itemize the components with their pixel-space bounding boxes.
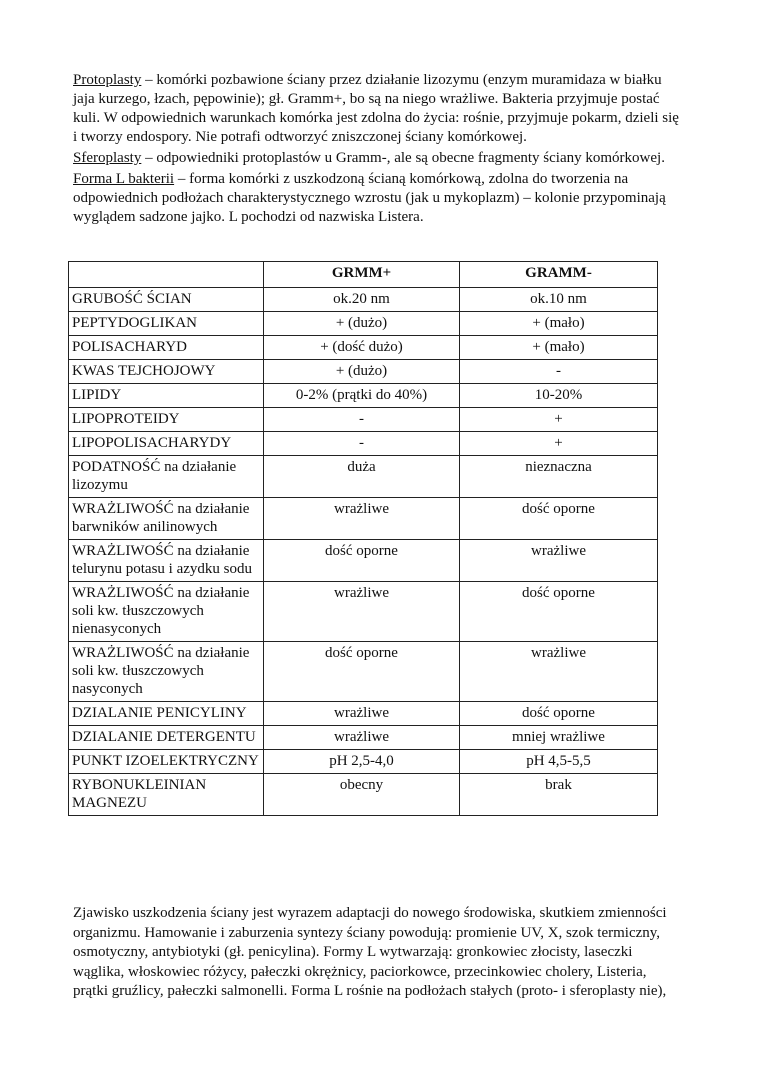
term-sferoplasty: Sferoplasty xyxy=(73,150,142,166)
table-row xyxy=(69,774,658,816)
cell-gram-negative: dość oporne xyxy=(460,582,658,642)
table-body xyxy=(69,288,658,816)
cell-gram-positive: pH 2,5-4,0 xyxy=(264,750,460,774)
header-empty xyxy=(69,262,264,288)
cell-gram-positive: + (dużo) xyxy=(264,312,460,336)
paragraph-protoplasty xyxy=(73,71,685,147)
cell-gram-negative: - xyxy=(460,360,658,384)
paragraph-sferoplasty xyxy=(73,149,685,168)
cell-gram-negative: nieznaczna xyxy=(460,456,658,498)
cell-gram-positive: wrażliwe xyxy=(264,702,460,726)
table-row xyxy=(69,582,658,642)
table-row xyxy=(69,498,658,540)
definition-sferoplasty: – odpowiedniki protoplastów u Gramm-, ale są obecne fragmenty ściany komórkowej. xyxy=(141,150,665,166)
cell-gram-positive: wrażliwe xyxy=(264,498,460,540)
cell-gram-positive: ok.20 nm xyxy=(264,288,460,312)
row-property: PODATNOŚĆ na działanie lizozymu xyxy=(69,456,264,498)
term-protoplasty: Protoplasty xyxy=(73,72,142,88)
table-row xyxy=(69,456,658,498)
definition-protoplasty: – komórki pozbawione ściany przez działanie lizozymu (enzym muramidaza w białku jaja kurzego, łzach, pępowinie); gł. Gramm+, bo są na niego wrażliwe. Bakteria przyjmuje postać kuli. W odpowiednich warunkach komórka jest zdolna do życia: rośnie, przyjmuje pokarm, dzieli się i tworzy endospory. Nie potrafi odtworzyć zniszczonej ściany komórkowej. xyxy=(73,72,679,145)
table-row xyxy=(69,336,658,360)
cell-gram-negative: + xyxy=(460,432,658,456)
cell-gram-negative: wrażliwe xyxy=(460,540,658,582)
cell-gram-positive: duża xyxy=(264,456,460,498)
row-property: LIPIDY xyxy=(69,384,264,408)
table-row xyxy=(69,432,658,456)
row-property: WRAŻLIWOŚĆ na działanie barwników anilinowych xyxy=(69,498,264,540)
paragraph-forma-l xyxy=(73,170,685,227)
table-row xyxy=(69,312,658,336)
cell-gram-positive: - xyxy=(264,408,460,432)
row-property: POLISACHARYD xyxy=(69,336,264,360)
cell-gram-positive: dość oporne xyxy=(264,642,460,702)
cell-gram-negative: dość oporne xyxy=(460,702,658,726)
cell-gram-negative: + xyxy=(460,408,658,432)
cell-gram-negative: + (mało) xyxy=(460,312,658,336)
definition-forma-l: – forma komórki z uszkodzoną ścianą komórkową, zdolna do tworzenia na odpowiednich podłożach charakterystycznego wzrostu (jak u mykoplazm) – kolonie przypominają wyglądem sadzone jajko. L pochodzi od nazwiska Listera. xyxy=(73,171,666,225)
row-property: PEPTYDOGLIKAN xyxy=(69,312,264,336)
table-row xyxy=(69,384,658,408)
cell-gram-negative: ok.10 nm xyxy=(460,288,658,312)
comparison-table xyxy=(68,261,658,816)
cell-gram-negative: 10-20% xyxy=(460,384,658,408)
cell-gram-positive: wrażliwe xyxy=(264,582,460,642)
table-header-row xyxy=(69,262,658,288)
table-row xyxy=(69,360,658,384)
row-property: DZIALANIE DETERGENTU xyxy=(69,726,264,750)
table-row xyxy=(69,288,658,312)
table-row xyxy=(69,540,658,582)
table-row xyxy=(69,750,658,774)
row-property: PUNKT IZOELEKTRYCZNY xyxy=(69,750,264,774)
intro-section xyxy=(73,71,685,228)
header-gram-negative: GRAMM- xyxy=(460,262,658,288)
cell-gram-negative: wrażliwe xyxy=(460,642,658,702)
row-property: DZIALANIE PENICYLINY xyxy=(69,702,264,726)
table-row xyxy=(69,642,658,702)
cell-gram-negative: + (mało) xyxy=(460,336,658,360)
row-property: LIPOPROTEIDY xyxy=(69,408,264,432)
cell-gram-negative: pH 4,5-5,5 xyxy=(460,750,658,774)
term-forma-l: Forma L bakterii xyxy=(73,171,175,187)
cell-gram-negative: mniej wrażliwe xyxy=(460,726,658,750)
header-gram-positive: GRMM+ xyxy=(264,262,460,288)
row-property: WRAŻLIWOŚĆ na działanie soli kw. tłuszczowych nasyconych xyxy=(69,642,264,702)
row-property: WRAŻLIWOŚĆ na działanie soli kw. tłuszczowych nienasyconych xyxy=(69,582,264,642)
table-row xyxy=(69,726,658,750)
closing-paragraph: Zjawisko uszkodzenia ściany jest wyrazem adaptacji do nowego środowiska, skutkiem zmienności organizmu. Hamowanie i zaburzenia syntezy ściany powodują: promienie UV, X, szok termiczny, osmotyczny, antybiotyki (gł. penicylina). Formy L wytwarzają: gronkowiec złocisty, laseczki wąglika, włoskowiec różycy, pałeczki okrężnicy, paciorkowce, przecinkowiec cholery, Listeria, prątki gruźlicy, pałeczki salmonelli. Forma L rośnie na podłożach stałych (proto- i sferoplasty nie), xyxy=(73,905,667,999)
cell-gram-positive: wrażliwe xyxy=(264,726,460,750)
cell-gram-positive: + (dość dużo) xyxy=(264,336,460,360)
cell-gram-positive: - xyxy=(264,432,460,456)
row-property: KWAS TEJCHOJOWY xyxy=(69,360,264,384)
cell-gram-positive: dość oporne xyxy=(264,540,460,582)
row-property: GRUBOŚĆ ŚCIAN xyxy=(69,288,264,312)
cell-gram-positive: 0-2% (prątki do 40%) xyxy=(264,384,460,408)
row-property: LIPOPOLISACHARYDY xyxy=(69,432,264,456)
row-property: RYBONUKLEINIAN MAGNEZU xyxy=(69,774,264,816)
cell-gram-negative: dość oporne xyxy=(460,498,658,540)
table-row xyxy=(69,702,658,726)
cell-gram-negative: brak xyxy=(460,774,658,816)
row-property: WRAŻLIWOŚĆ na działanie telurynu potasu i azydku sodu xyxy=(69,540,264,582)
table-row xyxy=(69,408,658,432)
cell-gram-positive: obecny xyxy=(264,774,460,816)
cell-gram-positive: + (dużo) xyxy=(264,360,460,384)
